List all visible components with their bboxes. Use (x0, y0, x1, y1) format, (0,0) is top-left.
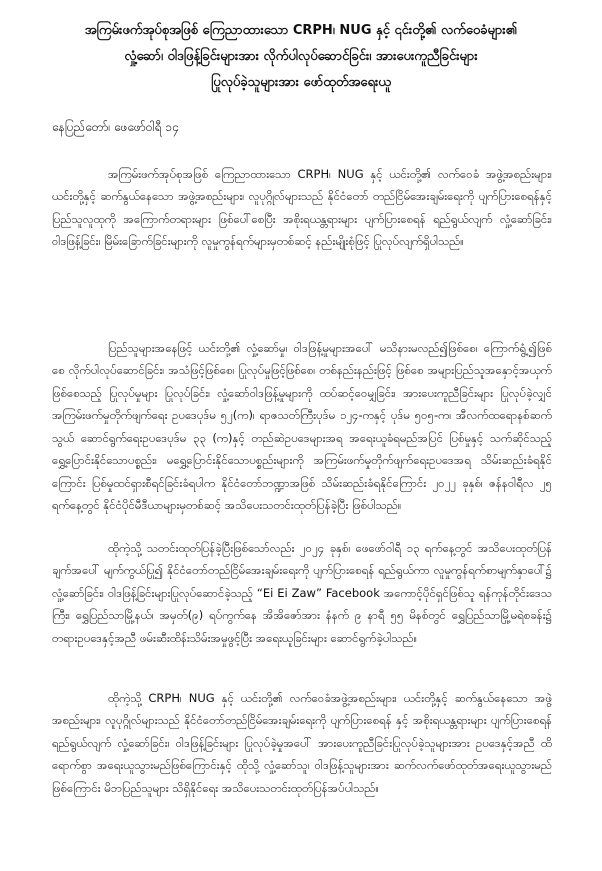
paragraph-2: ပြည်သူများအနေဖြင့် ယင်းတို့၏ လှုံ့ဆော်မှု၊ ဝါဒဖြန့်မှုများအပေါ် မသိနားမလည်၍ဖြစ်စေ၊ ကြောက်ရွံ့၍ဖြစ်စေ လိုက်ပါလုပ်ဆောင်ခြင်း၊ အသံဖြင့်ဖြစ်စေ၊ ပြုလုပ်မှုဖြင့်ဖြစ်စေ၊ တစ်နည်းနည်းဖြင့် ဖြစ်စေ အများပြည်သူအနှောင့်အယှက်ဖြစ်စေသည့် ပြုလုပ်မှုများ ပြုလုပ်ခြင်း၊ လှုံ့ဆော်ဝါဒဖြန့်မှုများကို ထပ်ဆင့်ဝေမျှခြင်း၊ အားပေးကူညီခြင်းများ ပြုလုပ်ခဲ့လျှင် အကြမ်းဖက်မှုတိုက်ဖျက်ရေး ဥပဒေပုဒ်မ ၅၂(က)၊ ရာဇသတ်ကြီးပုဒ်မ ၁၂၄-ကနှင့် ပုဒ်မ ၅၀၅-က၊ အီလက်ထရောနစ်ဆက်သွယ် ဆောင်ရွက်ရေးဥပဒေပုဒ်မ ၃၃ (က)နှင့် တည်ဆဲဥပဒေများအရ အရေးယူခံရမည်အပြင် ပြစ်မှုနှင့် သက်ဆိုင်သည့် ရွှေ့ပြောင်းနိုင်သောပစ္စည်း၊ မရွှေ့ပြောင်းနိုင်သောပစ္စည်းများကို အကြမ်းဖက်မှုတိုက်ဖျက်ရေးဥပဒေအရ သိမ်းဆည်းခံရနိုင်ကြောင်း ပြစ်မှုထင်ရှားစီရင်ခြင်းခံရပါက နိုင်ငံတော်ဘဏ္ဍာအဖြစ် သိမ်းဆည်းခံရနိုင်ကြောင်း ၂၀၂၂ ခုနှစ်၊ ဇန်နဝါရီလ ၂၅ ရက်နေ့တွင် နိုင်ငံပိုင်မီဒီယာများမှတစ်ဆင့် အသိပေးသတင်းထုတ်ပြန်ခဲ့ပြီး ဖြစ်ပါသည်။ (52, 340, 552, 512)
title-line-1: အကြမ်းဖက်အုပ်စုအဖြစ် ကြေညာထားသော CRPH၊ NUG နှင့် ၎င်းတို့၏ လက်ဝေခံများ၏ (84, 23, 518, 38)
title-line-2: လှုံ့ဆော်၊ ဝါဒဖြန့်ခြင်းများအား လိုက်ပါလုပ်ဆောင်ခြင်း၊ အားပေးကူညီခြင်းများ (124, 49, 478, 64)
paragraph-4: ထိုကဲ့သို့ CRPH၊ NUG နှင့် ယင်းတို့၏ လက်ဝေခံအဖွဲ့အစည်းများ၊ ယင်းတို့နှင့် ဆက်နွယ်နေသော အဖွဲ့အစည်းများ၊ လူပုဂ္ဂိုလ်များသည် နိုင်ငံတော်တည်ငြိမ်အေးချမ်းရေးကို ပျက်ပြားစေရန် နှင့် အစိုးရယန္တရားများ ပျက်ပြားစေရန် ရည်ရွယ်လျက် လှုံ့ဆော်ခြင်း၊ ဝါဒဖြန့်ခြင်းများ ပြုလုပ်ခဲ့မှုအပေါ် အားပေးကူညီခြင်းပြုလုပ်ခဲ့သူများအား ဥပဒေနှင့်အညီ ထိရောက်စွာ အရေးယူသွားမည်ဖြစ်ကြောင်းနှင့် ထိုသို့ လှုံ့ဆော်သူ၊ ဝါဒဖြန့်သူများအား ဆက်လက်ဖော်ထုတ်အရေးယူသွားမည်ဖြစ်ကြောင်း မိဘပြည်သူများ သိရှိနိုင်ရေး အသိပေးသတင်းထုတ်ပြန်အပ်ပါသည်။ (52, 690, 552, 795)
paragraph-1: အကြမ်းဖက်အုပ်စုအဖြစ် ကြေညာထားသော CRPH၊ NUG နှင့် ယင်းတို့၏ လက်ဝေခံ အဖွဲ့အစည်းများ၊ ယင်းတို့နှင့် ဆက်နွယ်နေသော အဖွဲ့အစည်းများ၊ လူပုဂ္ဂိုလ်များသည် နိုင်ငံတော် တည်ငြိမ်အေးချမ်းရေးကို ပျက်ပြားစေရန်နှင့် ပြည်သူလူထုကို အကြောက်တရားများ ဖြစ်ပေါ်စေပြီး အစိုးရယန္တရားများ ပျက်ပြားစေရန် ရည်ရွယ်လျက် လှုံ့ဆော်ခြင်း၊ ဝါဒဖြန့်ခြင်း၊ မြိမ်းခြောက်ခြင်းများကို လူမှုကွန်ရက်များမှတစ်ဆင့် နည်းမျိုးစုံဖြင့် ပြုလုပ်လျက်ရှိပါသည်။ (52, 166, 552, 248)
document-title (60, 18, 542, 96)
paragraph-3: ထိုကဲ့သို့ သတင်းထုတ်ပြန်ခဲ့ပြီးဖြစ်သော်လည်း ၂၀၂၄ ခုနှစ်၊ ဖေဖော်ဝါရီ ၁၃ ရက်နေ့တွင် အသိပေးထုတ်ပြန်ချက်အပေါ် မျက်ကွယ်ပြု၍ နိုင်ငံတော်တည်ငြိမ်အေးချမ်းရေးကို ပျက်ပြားစေရန် ရည်ရွယ်ကာ လူမှုကွန်ရက်စာမျက်နှာပေါ်၌ လှုံ့ဆော်ခြင်း၊ ဝါဒဖြန့်ခြင်းများပြုလုပ်ဆောင်ခဲ့သည့် “Ei Ei Zaw” Facebook အကောင့်ပိုင်ရှင်ဖြစ်သူ ရန်ကုန်တိုင်းဒေသကြီး၊ ရွှေပြည်သာမြို့နယ်၊ အမှတ်(၉) ရပ်ကွက်နေ အိအိဇော်အား နံနက် ၉ နာရီ ၅၅ မိနစ်တွင် ရွှေပြည်သာမြို့မရဲစခန်း၌ တရားဥပဒေနှင့်အညီ ဖမ်းဆီးထိန်းသိမ်းအမှုဖွင့်ပြီး အရေးယူခြင်းများ ဆောင်ရွက်ခဲ့ပါသည်။ (52, 540, 552, 645)
dateline: နေပြည်တော်၊ ဖေဖော်ဝါရီ ၁၄ (52, 120, 179, 134)
title-line-3: ပြုလုပ်ခဲ့သူများအား ဖော်ထုတ်အရေးယူ (211, 75, 391, 90)
